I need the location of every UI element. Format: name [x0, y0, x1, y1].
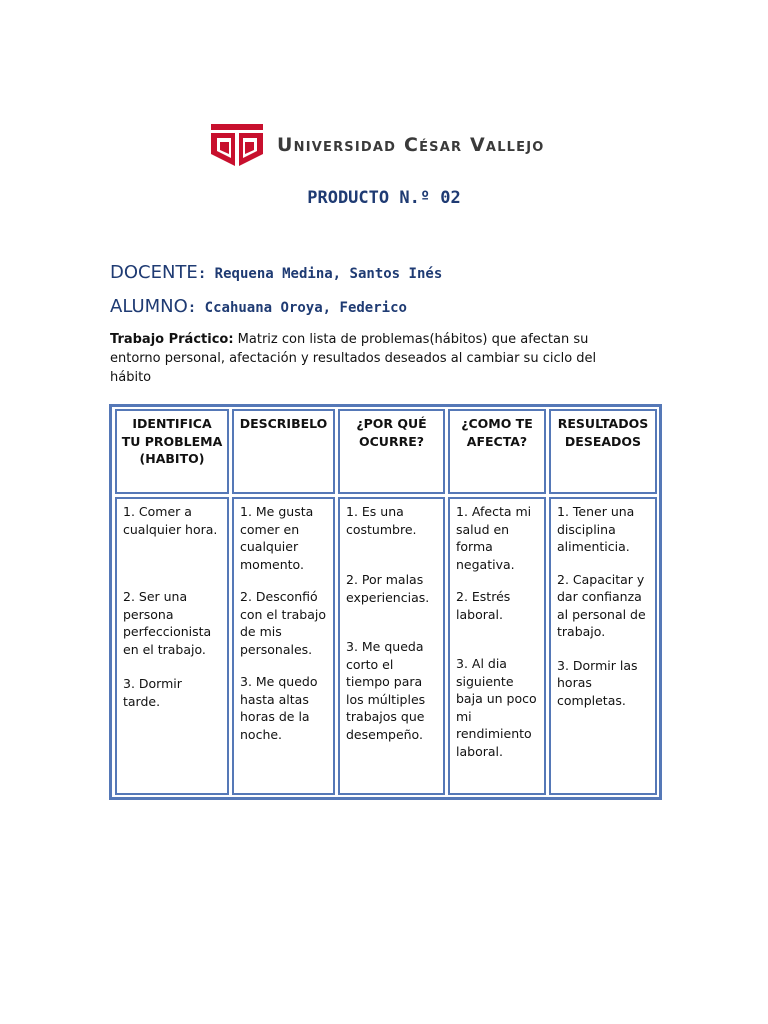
table-header-cell: RESULTADOS DESEADOS — [549, 409, 657, 494]
docente-line — [110, 262, 442, 283]
table-header-cell: ¿POR QUÉ OCURRE? — [338, 409, 445, 494]
university-logo — [211, 124, 545, 166]
list-item: 1. Afecta mi salud en forma negativa. — [456, 504, 532, 572]
table-header-cell: IDENTIFICA TU PROBLEMA (HABITO) — [115, 409, 229, 494]
table-body-cell — [549, 497, 657, 795]
list-item: 3. Dormir las horas completas. — [557, 657, 638, 708]
table-body-cell — [115, 497, 229, 795]
list-item: 3. Me queda corto el tiempo para los múltiples trabajos que desempeño. — [346, 639, 426, 742]
docente-value: : Requena Medina, Santos Inés — [197, 266, 443, 282]
table-header-cell: DESCRIBELO — [232, 409, 335, 494]
docente-label: DOCENTE — [110, 262, 198, 283]
table-body-cell — [232, 497, 335, 795]
page-title: PRODUCTO N.º 02 — [307, 188, 461, 208]
alumno-value: : Ccahuana Oroya, Federico — [187, 300, 407, 316]
table-body-cell — [448, 497, 546, 795]
table-body-cell — [338, 497, 445, 795]
list-item: 2. Capacitar y dar confianza al personal de trabajo. — [557, 571, 646, 639]
alumno-line — [110, 296, 407, 317]
list-item: 2. Estrés laboral. — [456, 589, 511, 622]
list-item: 2. Por malas experiencias. — [346, 572, 430, 605]
trabajo-label: Trabajo Práctico: — [110, 332, 234, 347]
table-header-cell: ¿COMO TE AFECTA? — [448, 409, 546, 494]
university-name: Universidad César Vallejo — [277, 134, 545, 156]
list-item: 3. Dormir tarde. — [123, 676, 182, 709]
list-item: 1. Tener una disciplina alimenticia. — [557, 504, 635, 554]
list-item: 1. Comer a cualquier hora. — [123, 504, 218, 537]
list-item: 1. Es una costumbre. — [346, 504, 417, 537]
trabajo-practico-description — [110, 330, 630, 387]
trabajo-text: Matriz con lista de problemas(hábitos) que afectan su entorno personal, afectación y resultados deseados al cambiar su ciclo del hábito — [110, 332, 597, 385]
list-item: 3. Al dia siguiente baja un poco mi rendimiento laboral. — [456, 656, 537, 759]
list-item: 2. Desconfió con el trabajo de mis personales. — [240, 589, 326, 657]
list-item: 1. Me gusta comer en cualquier momento. — [240, 504, 314, 572]
alumno-label: ALUMNO — [110, 296, 188, 317]
list-item: 3. Me quedo hasta altas horas de la noche. — [240, 674, 318, 742]
list-item: 2. Ser una persona perfeccionista en el trabajo. — [123, 589, 212, 657]
university-emblem-icon — [211, 124, 263, 166]
